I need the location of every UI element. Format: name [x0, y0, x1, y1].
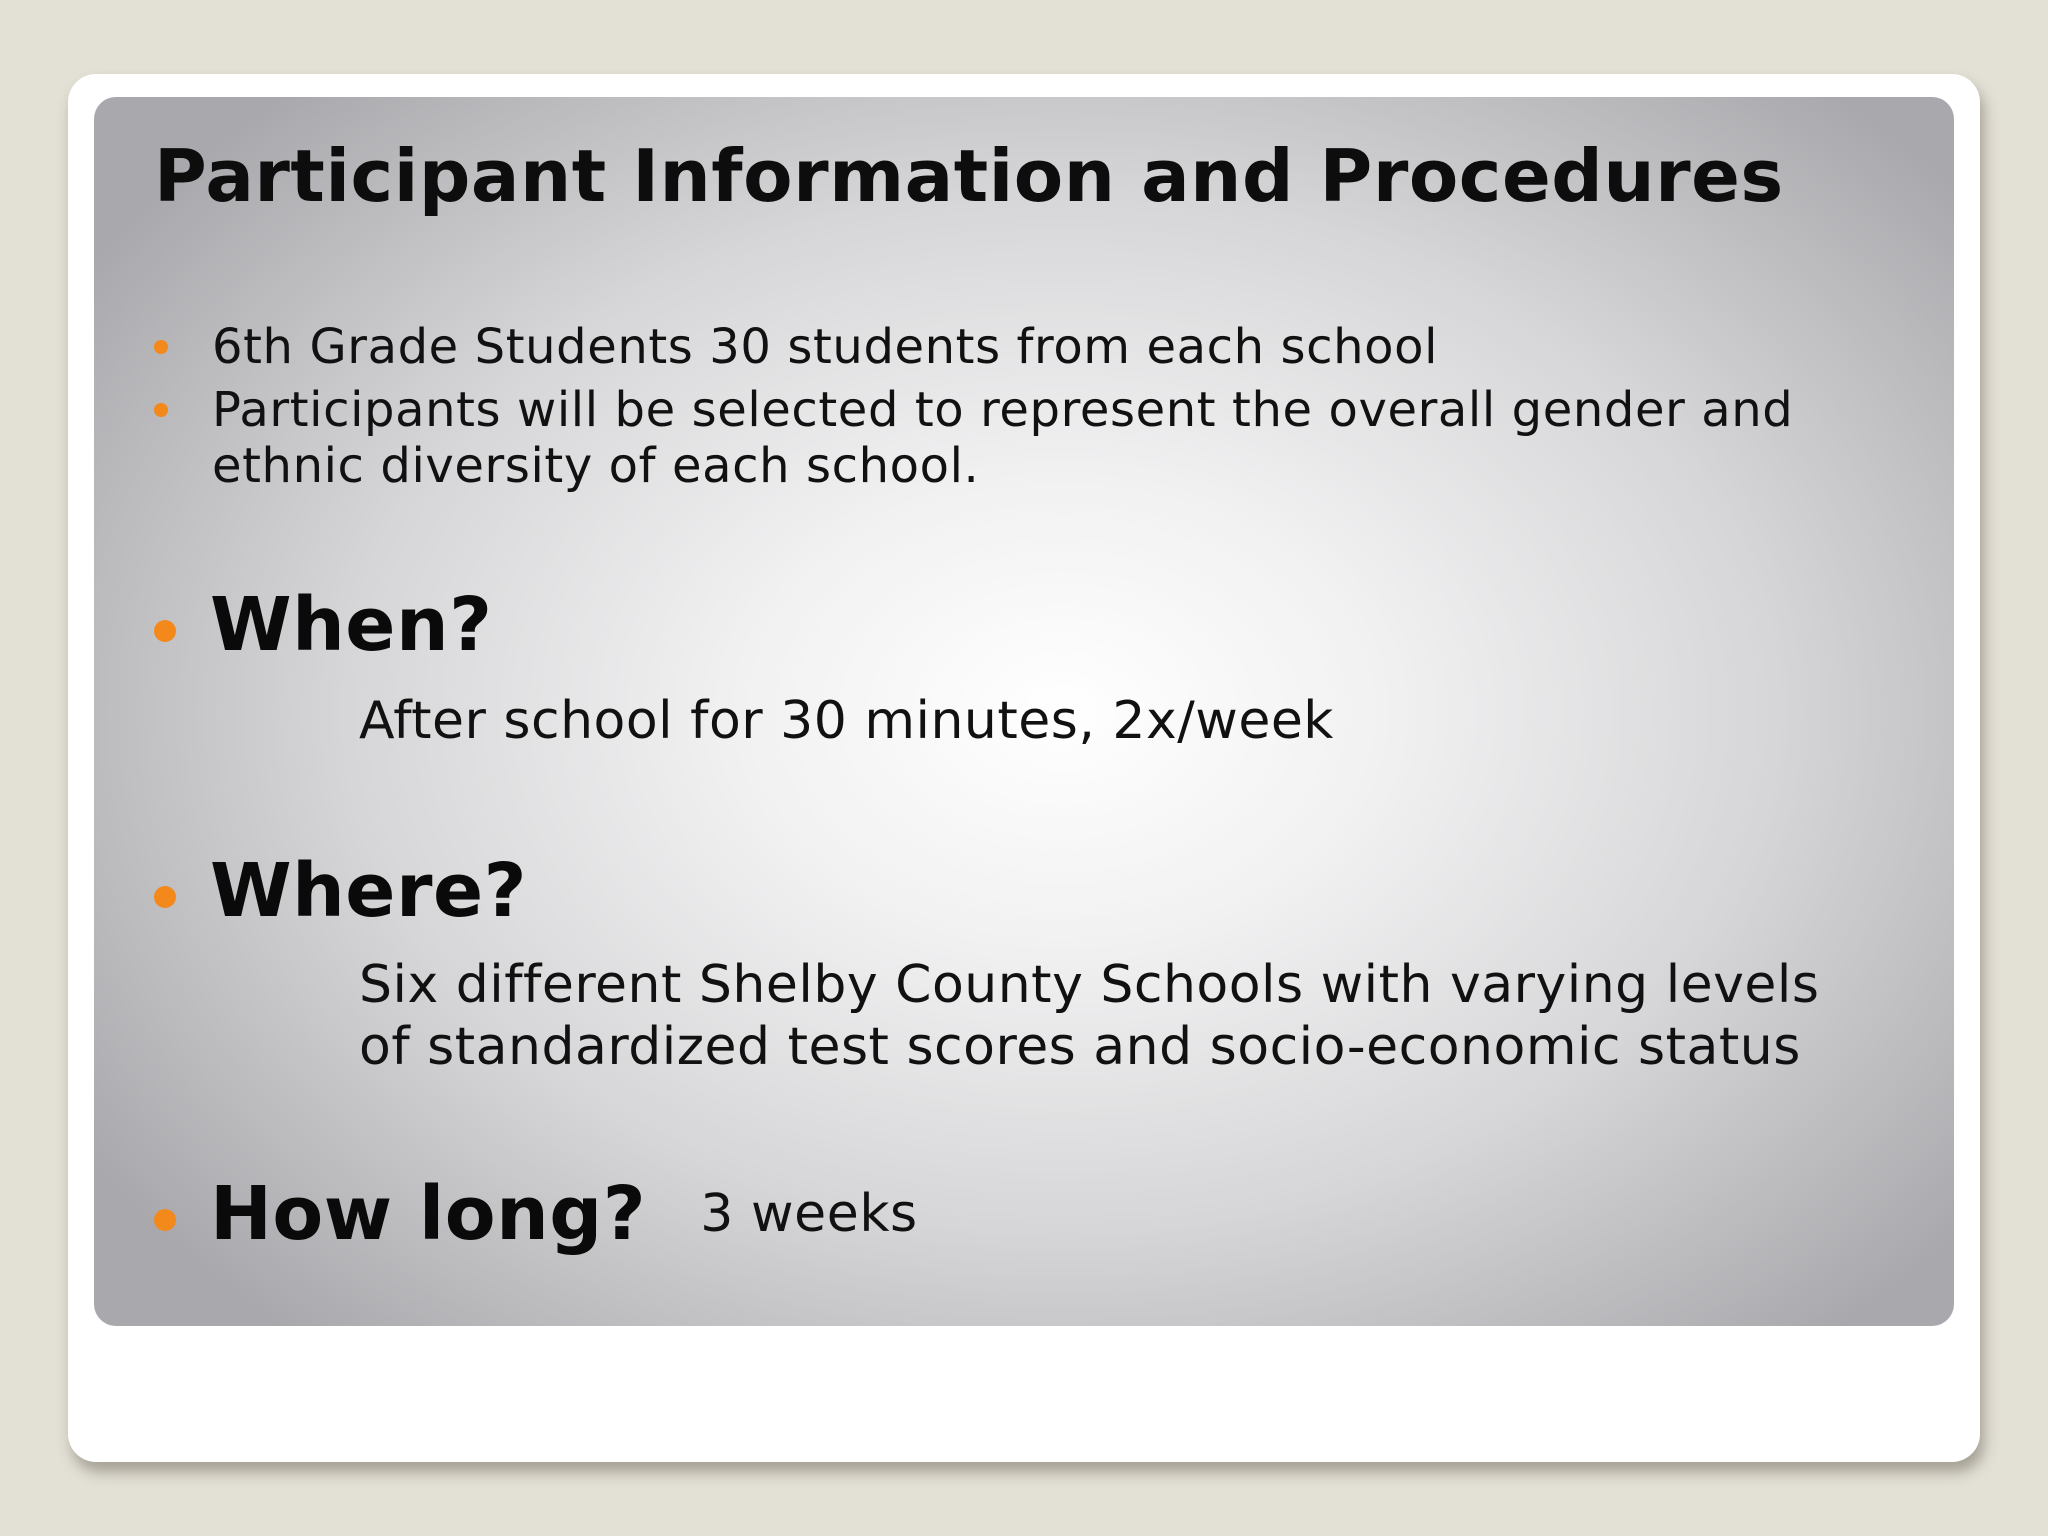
bullet-icon — [154, 340, 168, 354]
intro-bullet-2 — [154, 382, 1872, 494]
where-bullet — [154, 848, 527, 934]
bullet-icon — [154, 1209, 176, 1231]
bullet-icon — [154, 886, 176, 908]
slide-title: Participant Information and Procedures — [154, 134, 1784, 218]
bullet-icon — [154, 403, 168, 417]
intro-bullet-text: 6th Grade Students 30 students from each school — [212, 319, 1439, 375]
bullet-icon — [154, 620, 176, 642]
when-bullet — [154, 582, 493, 668]
how-long-bullet — [154, 1171, 918, 1257]
when-heading: When? — [210, 582, 493, 668]
how-long-heading: How long? — [210, 1171, 647, 1257]
when-detail: After school for 30 minutes, 2x/week — [359, 691, 1334, 751]
where-detail-line-2: of standardized test scores and socio-economic status — [359, 1017, 1801, 1077]
where-heading: Where? — [210, 848, 528, 934]
intro-bullet-1 — [154, 319, 1438, 375]
slide-content-panel — [94, 97, 1954, 1326]
intro-bullet-text: Participants will be selected to represent the overall gender and ethnic diversity of each school. — [212, 382, 1794, 494]
how-long-answer: 3 weeks — [700, 1184, 918, 1244]
where-detail-line-1: Six different Shelby County Schools with varying levels — [359, 955, 1820, 1015]
